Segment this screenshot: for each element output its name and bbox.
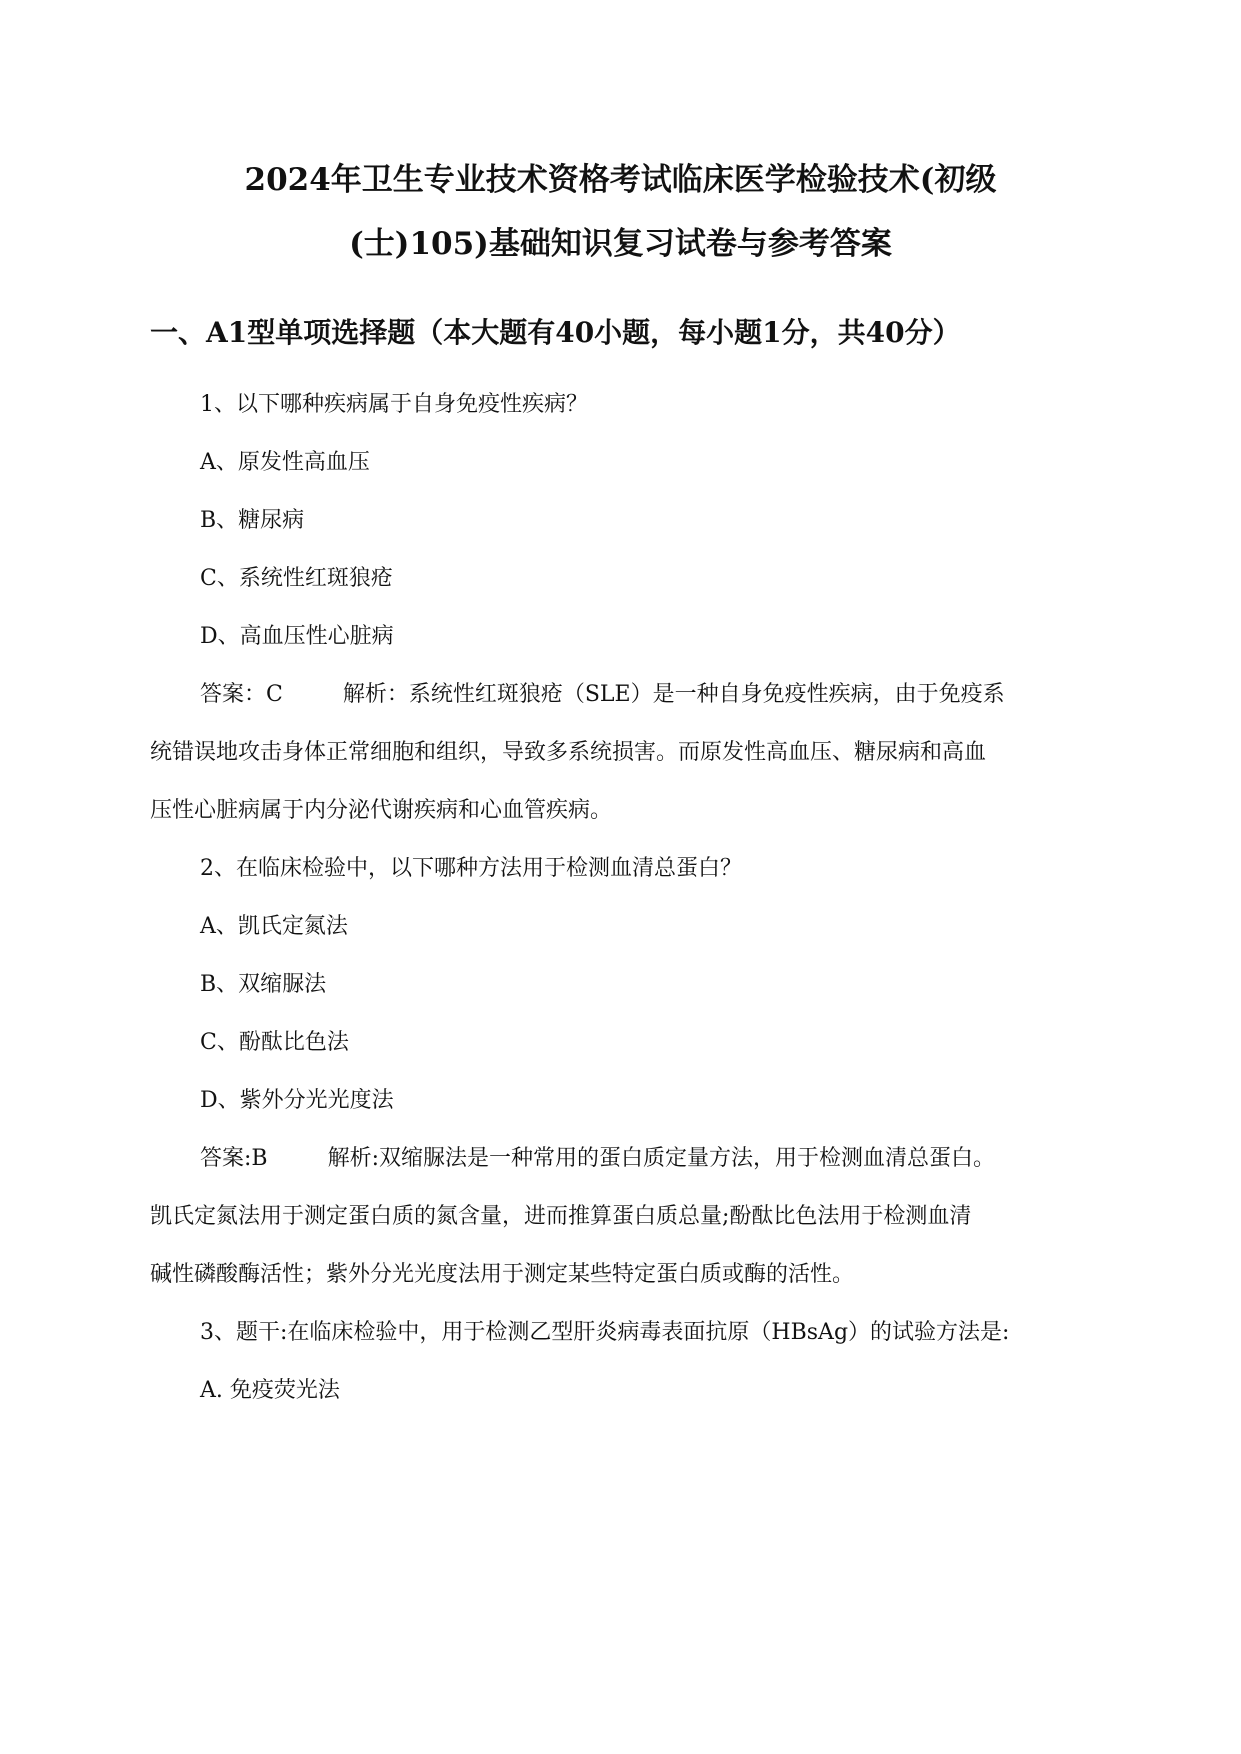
question-2-analysis-line-2: 凯氏定氮法用于测定蛋白质的氮含量，进而推算蛋白质总量;酚酞比色法用于检测血清 [150, 1204, 972, 1229]
question-1-analysis-line-2: 统错误地攻击身体正常细胞和组织，导致多系统损害。而原发性高血压、糖尿病和高血 [150, 740, 987, 765]
question-3-option-a: A. 免疫荧光法 [200, 1378, 340, 1403]
question-1-analysis-line-3: 压性心脏病属于内分泌代谢疾病和心血管疾病。 [150, 798, 613, 823]
question-2-analysis-line-1: 解析:双缩脲法是一种常用的蛋白质定量方法，用于检测血清总蛋白。 [327, 1146, 996, 1171]
question-1-option-b: B、糖尿病 [200, 508, 305, 533]
question-2-option-b: B、双缩脲法 [200, 972, 327, 997]
question-2-analysis-line-3: 碱性磷酸酶活性；紫外分光光度法用于测定某些特定蛋白质或酶的活性。 [150, 1262, 855, 1287]
question-1-option-d: D、高血压性心脏病 [200, 624, 394, 649]
question-1-answer-line [200, 679, 1005, 711]
question-3-stem: 3、题干:在临床检验中，用于检测乙型肝炎病毒表面抗原（HBsAg）的试验方法是: [200, 1320, 1010, 1345]
question-1-option-a: A、原发性高血压 [200, 450, 370, 475]
question-2-stem: 2、在临床检验中，以下哪种方法用于检测血清总蛋白？ [200, 856, 742, 881]
question-2-option-c: C、酚酞比色法 [200, 1030, 349, 1055]
question-2-option-d: D、紫外分光光度法 [200, 1088, 394, 1113]
question-2-answer-line [200, 1143, 995, 1175]
question-1-option-c: C、系统性红斑狼疮 [200, 566, 393, 591]
document-title-line-1: 2024年卫生专业技术资格考试临床医学检验技术(初级 [244, 162, 997, 198]
document-title-line-2: (士)105)基础知识复习试卷与参考答案 [349, 226, 892, 262]
section-heading: 一、A1型单项选择题（本大题有40小题，每小题1分，共40分） [150, 316, 961, 349]
question-2-answer: 答案:B [200, 1146, 268, 1171]
question-1-analysis-line-1: 解析：系统性红斑狼疮（SLE）是一种自身免疫性疾病，由于免疫系 [342, 682, 1005, 707]
question-1-stem: 1、以下哪种疾病属于自身免疫性疾病？ [200, 392, 588, 417]
question-1-answer: 答案：C [200, 682, 283, 707]
question-2-option-a: A、凯氏定氮法 [200, 914, 348, 939]
